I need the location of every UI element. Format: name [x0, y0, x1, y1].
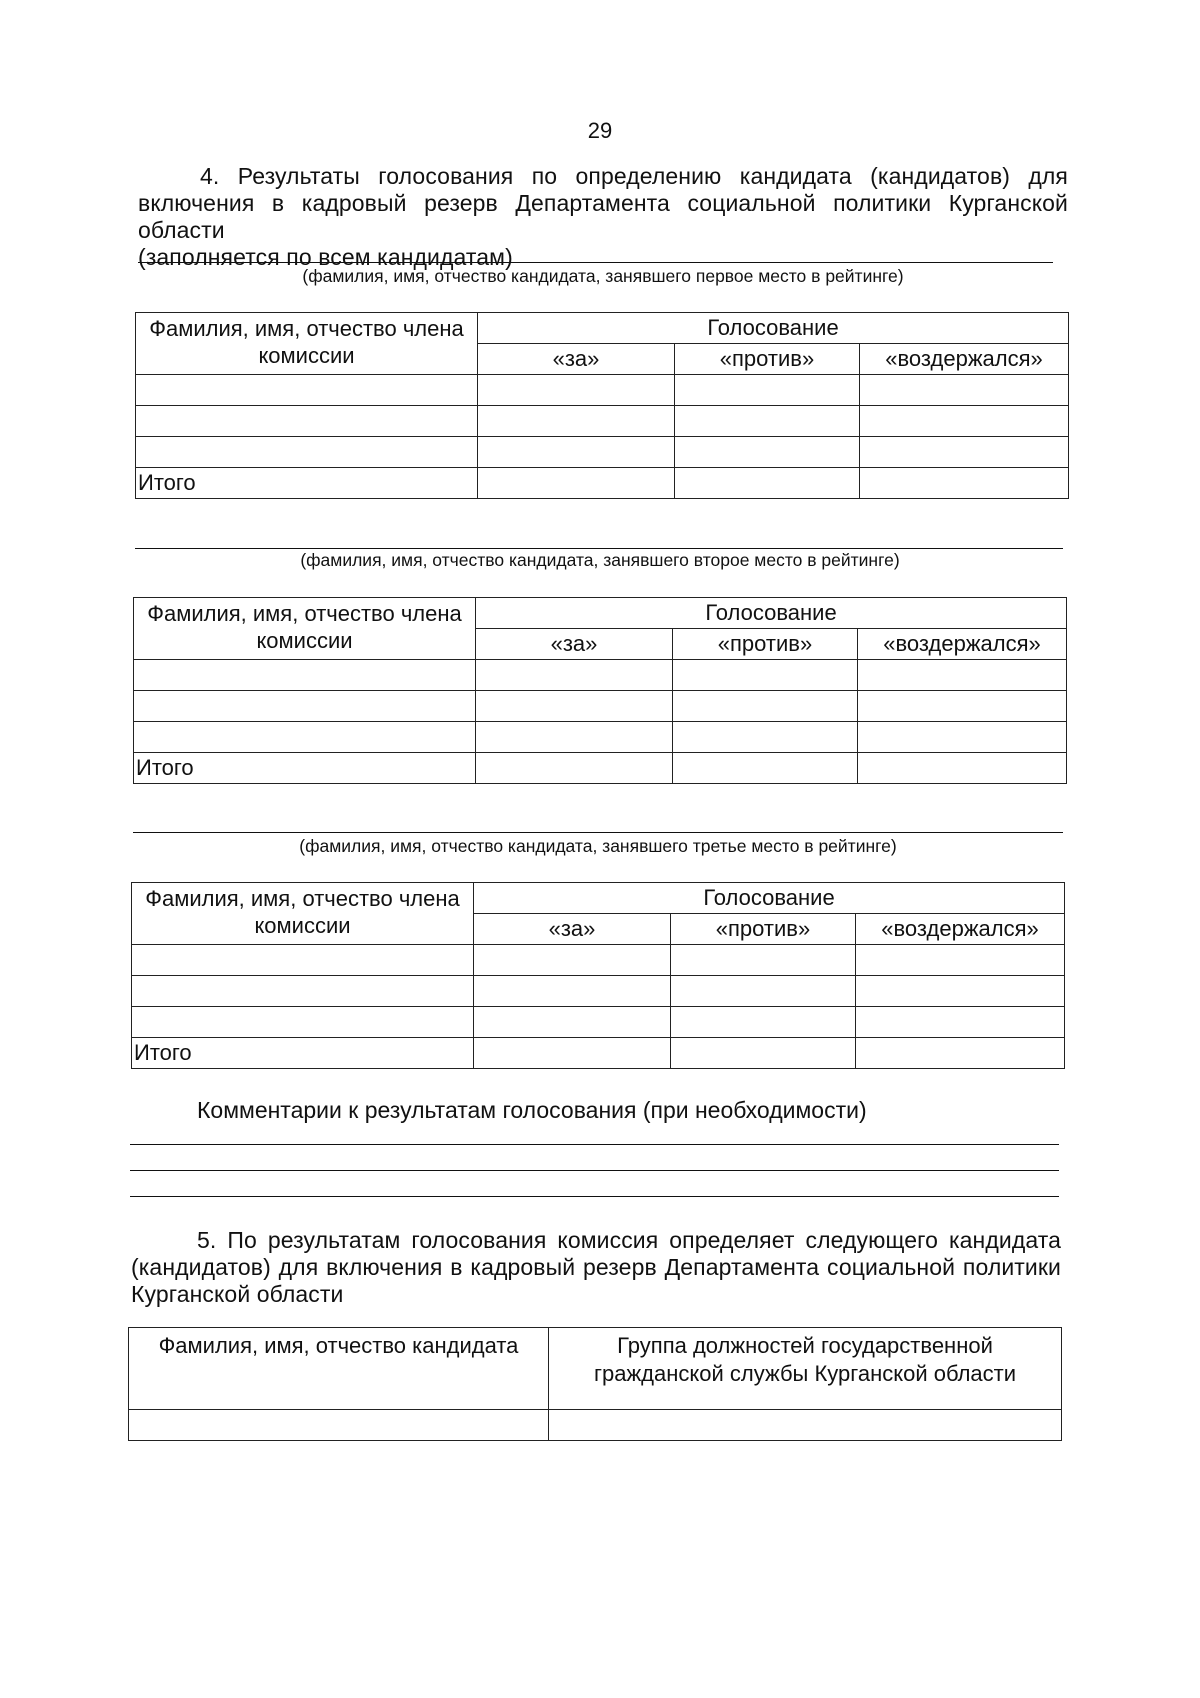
table-row [132, 976, 1065, 1007]
against-cell[interactable] [675, 375, 860, 406]
abstained-total-cell[interactable] [860, 468, 1069, 499]
member-cell[interactable] [136, 375, 478, 406]
position-group-header: Группа должностей государственной гражданской службы Курганской области [549, 1328, 1062, 1410]
total-label: Итого [134, 753, 476, 784]
against-total-cell[interactable] [673, 753, 858, 784]
table-row [134, 722, 1067, 753]
member-name-header: Фамилия, имя, отчество члена комиссии [134, 598, 476, 660]
table-row [132, 945, 1065, 976]
abstained-cell[interactable] [856, 1007, 1065, 1038]
for-total-cell[interactable] [478, 468, 675, 499]
against-cell[interactable] [671, 1007, 856, 1038]
abstained-cell[interactable] [860, 375, 1069, 406]
abstained-total-cell[interactable] [858, 753, 1067, 784]
position-group-cell[interactable] [549, 1410, 1062, 1441]
for-total-cell[interactable] [476, 753, 673, 784]
candidate-3-caption: (фамилия, имя, отчество кандидата, занявшего третье место в рейтинге) [299, 836, 897, 856]
against-total-cell[interactable] [671, 1038, 856, 1069]
table-row [134, 660, 1067, 691]
table-row [134, 691, 1067, 722]
for-cell[interactable] [476, 691, 673, 722]
against-cell[interactable] [671, 945, 856, 976]
page-number: 29 [587, 118, 613, 143]
for-cell[interactable] [474, 976, 671, 1007]
abstained-cell[interactable] [858, 660, 1067, 691]
total-label: Итого [136, 468, 478, 499]
member-cell[interactable] [134, 691, 476, 722]
abstained-total-cell[interactable] [856, 1038, 1065, 1069]
candidate-3-name-line[interactable] [133, 832, 1063, 833]
total-label: Итого [132, 1038, 474, 1069]
total-row [134, 753, 1067, 784]
against-cell[interactable] [671, 976, 856, 1007]
abstained-cell[interactable] [860, 437, 1069, 468]
section-4-line-3: (заполняется по всем кандидатам) [138, 244, 513, 270]
abstained-cell[interactable] [858, 691, 1067, 722]
member-cell[interactable] [132, 945, 474, 976]
member-cell[interactable] [132, 976, 474, 1007]
section-5-paragraph [131, 1227, 1061, 1308]
for-header: «за» [478, 344, 675, 375]
candidate-2-name-line[interactable] [135, 548, 1063, 549]
voting-header: Голосование [478, 313, 1069, 344]
voting-header: Голосование [476, 598, 1067, 629]
abstained-cell[interactable] [860, 406, 1069, 437]
for-cell[interactable] [476, 660, 673, 691]
against-cell[interactable] [675, 437, 860, 468]
for-cell[interactable] [478, 437, 675, 468]
section-5-line-1: 5. По результатам голосования комиссия определяет следующего кандидата [197, 1227, 1061, 1253]
total-row [136, 468, 1069, 499]
comment-line-2[interactable] [130, 1170, 1059, 1171]
table-row [132, 1007, 1065, 1038]
member-name-header: Фамилия, имя, отчество члена комиссии [132, 883, 474, 945]
abstained-header: «воздержался» [860, 344, 1069, 375]
table-row [129, 1410, 1062, 1441]
candidate-1-name-line[interactable] [138, 262, 1053, 263]
member-cell[interactable] [136, 437, 478, 468]
candidate-name-cell[interactable] [129, 1410, 549, 1441]
against-total-cell[interactable] [675, 468, 860, 499]
member-cell[interactable] [134, 722, 476, 753]
table-row [136, 375, 1069, 406]
for-cell[interactable] [474, 1007, 671, 1038]
abstained-cell[interactable] [858, 722, 1067, 753]
member-cell[interactable] [136, 406, 478, 437]
section-5-line-2: (кандидатов) для включения в кадровый резерв Департамента социальной политики [131, 1254, 1061, 1280]
against-cell[interactable] [673, 691, 858, 722]
for-header: «за» [474, 914, 671, 945]
voting-table-candidate-2 [133, 597, 1067, 784]
for-cell[interactable] [474, 945, 671, 976]
voting-header: Голосование [474, 883, 1065, 914]
total-row [132, 1038, 1065, 1069]
table-row [136, 406, 1069, 437]
voting-table-candidate-3 [131, 882, 1065, 1069]
against-cell[interactable] [675, 406, 860, 437]
voting-table-candidate-1 [135, 312, 1069, 499]
section-5-line-3: Курганской области [131, 1281, 344, 1307]
against-cell[interactable] [673, 722, 858, 753]
section-4-line-2: включения в кадровый резерв Департамента социальной политики Курганской области [138, 190, 1068, 243]
member-cell[interactable] [134, 660, 476, 691]
comments-label: Комментарии к результатам голосования (при необходимости) [197, 1097, 867, 1123]
member-name-header: Фамилия, имя, отчество члена комиссии [136, 313, 478, 375]
section-4-line-1: 4. Результаты голосования по определению кандидата (кандидатов) для [200, 163, 1068, 189]
for-cell[interactable] [476, 722, 673, 753]
reserve-candidates-table [128, 1327, 1062, 1441]
for-cell[interactable] [478, 406, 675, 437]
for-total-cell[interactable] [474, 1038, 671, 1069]
for-header: «за» [476, 629, 673, 660]
abstained-cell[interactable] [856, 976, 1065, 1007]
against-header: «против» [671, 914, 856, 945]
abstained-header: «воздержался» [856, 914, 1065, 945]
abstained-cell[interactable] [856, 945, 1065, 976]
candidate-2-caption: (фамилия, имя, отчество кандидата, занявшего второе место в рейтинге) [300, 550, 900, 570]
against-cell[interactable] [673, 660, 858, 691]
comment-line-1[interactable] [130, 1144, 1059, 1145]
against-header: «против» [673, 629, 858, 660]
section-4-paragraph [138, 163, 1068, 271]
against-header: «против» [675, 344, 860, 375]
for-cell[interactable] [478, 375, 675, 406]
candidate-name-header: Фамилия, имя, отчество кандидата [129, 1328, 549, 1410]
table-row [136, 437, 1069, 468]
candidate-1-caption: (фамилия, имя, отчество кандидата, занявшего первое место в рейтинге) [302, 266, 904, 286]
abstained-header: «воздержался» [858, 629, 1067, 660]
member-cell[interactable] [132, 1007, 474, 1038]
comment-line-3[interactable] [130, 1196, 1059, 1197]
